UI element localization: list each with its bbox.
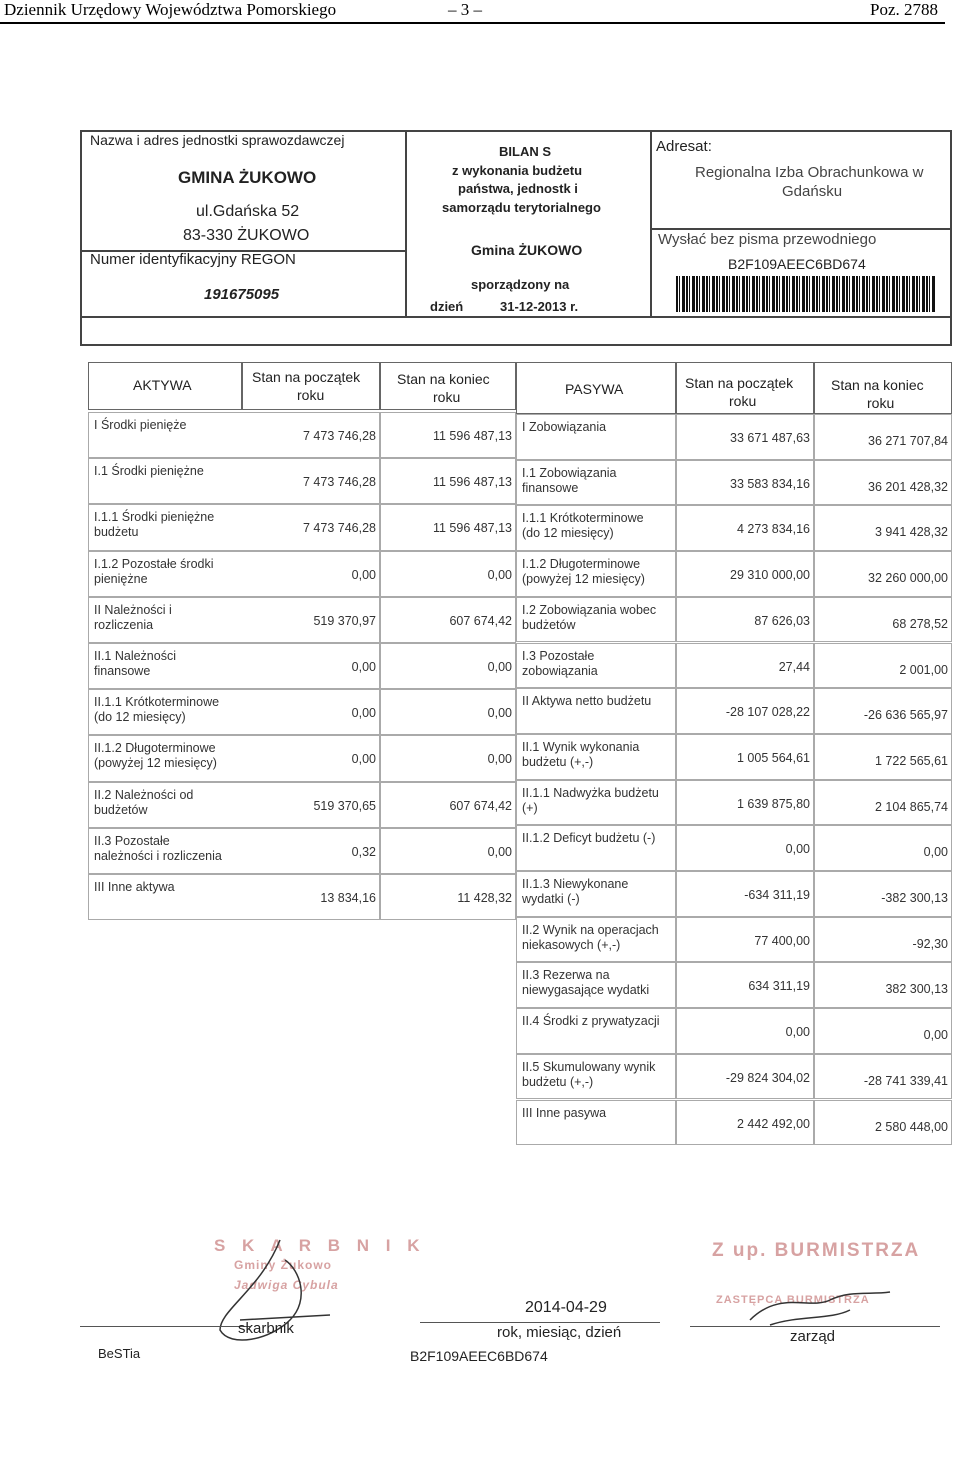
pasywa-start-value: 33 671 487,63 bbox=[730, 431, 810, 445]
aktywa-end-value: 0,00 bbox=[487, 844, 512, 859]
pasywa-label: III Inne pasywa bbox=[522, 1105, 607, 1120]
aktywa-label-cont: finansowe bbox=[94, 664, 151, 678]
divider bbox=[405, 130, 407, 316]
addressee-line2: Gdańsku bbox=[782, 183, 843, 200]
col-header-end bbox=[380, 362, 516, 410]
signing-date: 2014-04-29 bbox=[525, 1299, 607, 1316]
aktywa-label: I Środki pienięże bbox=[94, 418, 187, 432]
addressee-line1: Regionalna Izba Obrachunkowa w bbox=[695, 164, 924, 181]
pasywa-start-value: 33 583 834,16 bbox=[730, 476, 810, 491]
pasywa-label-cont: (powyżej 12 miesięcy) bbox=[522, 572, 645, 587]
pasywa-label: II.2 Wynik na operacjach bbox=[522, 922, 659, 937]
aktywa-label: II.2 Należności od bbox=[94, 787, 194, 802]
pasywa-end-value: 32 260 000,00 bbox=[868, 571, 948, 586]
document-code: B2F109AEEC6BD674 bbox=[728, 256, 866, 272]
pasywa-label: I Zobowiązania bbox=[522, 420, 607, 434]
addressee-label: Adresat: bbox=[656, 138, 712, 155]
pasywa-start-value: 1 005 564,61 bbox=[737, 750, 810, 765]
pasywa-label: I.2 Zobowiązania wobec bbox=[522, 602, 657, 617]
pasywa-label-cont: niekasowych (+,-) bbox=[522, 937, 621, 952]
pasywa-start-value: 0,00 bbox=[785, 842, 810, 857]
aktywa-start-value: 7 473 746,28 bbox=[303, 521, 376, 536]
aktywa-start-value: 0,00 bbox=[351, 567, 376, 582]
signature-line bbox=[80, 1326, 250, 1327]
pasywa-end-value: -26 636 565,97 bbox=[863, 708, 948, 723]
stamp-burmistrz: Z up. BURMISTRZA bbox=[712, 1240, 921, 1261]
aktywa-end-value: 11 596 487,13 bbox=[432, 475, 512, 490]
aktywa-end-value: 607 674,42 bbox=[449, 613, 512, 628]
pasywa-end-value: 2 580 448,00 bbox=[875, 1119, 948, 1134]
pasywa-end-value: 36 201 428,32 bbox=[868, 479, 948, 494]
pasywa-start-value: -28 107 028,22 bbox=[725, 705, 810, 720]
pasywa-label-cont: budżetu (+,-) bbox=[522, 754, 594, 769]
pstart-label: Stan na początek bbox=[685, 375, 794, 391]
pasywa-start-value: 634 311,19 bbox=[748, 979, 810, 994]
pasywa-end-value: -28 741 339,41 bbox=[863, 1073, 948, 1088]
aktywa-label-cont: pieniężne bbox=[94, 571, 148, 586]
footer-code: B2F109AEEC6BD674 bbox=[410, 1348, 548, 1364]
report-subtitle: z wykonania budżetu bbox=[452, 163, 583, 178]
pasywa-start-value: 29 310 000,00 bbox=[730, 568, 810, 583]
aktywa-label: II.1 Należności bbox=[94, 649, 176, 663]
pstart-label2: roku bbox=[729, 393, 757, 409]
stamp-zastepca: ZASTĘPCA BURMISTRZA bbox=[716, 1294, 870, 1306]
aktywa-end-value: 0,00 bbox=[487, 660, 512, 674]
aktywa-label: III Inne aktywa bbox=[94, 880, 175, 894]
aktywa-label: II.1.2 Długoterminowe bbox=[94, 741, 216, 756]
aktywa-label: II.3 Pozostałe bbox=[94, 833, 170, 848]
report-subtitle: państwa, jednostk i bbox=[458, 181, 578, 196]
prepared-on-label: sporządzony na bbox=[471, 277, 570, 292]
aktywa-end-value: 0,00 bbox=[487, 567, 512, 582]
date-line bbox=[420, 1322, 660, 1323]
aktywa-start-value: 0,32 bbox=[351, 844, 376, 859]
aktywa-start-value: 7 473 746,28 bbox=[303, 429, 376, 443]
aktywa-start-value: 13 834,16 bbox=[320, 891, 376, 905]
aktywa-label-cont: należności i rozliczenia bbox=[94, 848, 222, 863]
pasywa-label-cont: budżetów bbox=[522, 617, 576, 632]
pasywa-start-value: 27,44 bbox=[778, 659, 810, 674]
stamp-skarbnik-line3: Jadwiga Cybula bbox=[234, 1278, 339, 1292]
end-label: Stan na koniec bbox=[397, 371, 490, 387]
pasywa-end-value: 36 271 707,84 bbox=[868, 434, 948, 448]
unit-street: ul.Gdańska 52 bbox=[196, 203, 300, 220]
aktywa-start-value: 519 370,65 bbox=[313, 798, 376, 813]
pasywa-label-cont: wydatki (-) bbox=[522, 892, 580, 906]
pasywa-label: I.1 Zobowiązania bbox=[522, 465, 617, 480]
pend-label: Stan na koniec bbox=[831, 377, 924, 393]
regon-label: Numer identyfikacyjny REGON bbox=[90, 251, 296, 268]
pasywa-end-value: 0,00 bbox=[923, 1028, 948, 1043]
unit-label: Nazwa i adres jednostki sprawozdawczej bbox=[90, 132, 345, 148]
pasywa-title: PASYWA bbox=[565, 381, 624, 397]
divider bbox=[650, 130, 652, 316]
pasywa-end-value: 2 001,00 bbox=[899, 662, 948, 677]
pend-label2: roku bbox=[867, 395, 895, 411]
page-number: – 3 – bbox=[448, 0, 482, 19]
regon-value: 191675095 bbox=[204, 286, 280, 303]
aktywa-label-cont: budżetu bbox=[94, 525, 139, 540]
col-header-pasywa bbox=[516, 362, 676, 414]
date-format-label: rok, miesiąc, dzień bbox=[497, 1324, 622, 1341]
start-label: Stan na początek bbox=[252, 369, 361, 385]
stamp-skarbnik-line2: Gminy Żukowo bbox=[234, 1258, 333, 1272]
pasywa-end-value: 1 722 565,61 bbox=[875, 753, 948, 768]
pasywa-label: II Aktywa netto budżetu bbox=[522, 694, 652, 709]
aktywa-label-cont: (powyżej 12 miesięcy) bbox=[94, 756, 217, 771]
signature-line bbox=[690, 1326, 940, 1327]
pasywa-start-value: 4 273 834,16 bbox=[737, 522, 810, 537]
aktywa-label: I.1.2 Pozostałe środki bbox=[94, 556, 214, 571]
aktywa-start-value: 0,00 bbox=[351, 660, 376, 674]
col-header-pend bbox=[814, 362, 952, 414]
pasywa-label: I.1.2 Długoterminowe bbox=[522, 557, 641, 572]
report-subtitle: samorządu terytorialnego bbox=[442, 200, 601, 215]
aktywa-end-value: 0,00 bbox=[487, 752, 512, 767]
aktywa-end-value: 11 596 487,13 bbox=[432, 521, 512, 536]
aktywa-label-cont: (do 12 miesięcy) bbox=[94, 710, 186, 725]
pasywa-label-cont: niewygasające wydatki bbox=[522, 983, 650, 998]
col-header-pstart bbox=[676, 362, 814, 414]
col-header-start bbox=[242, 362, 380, 410]
pasywa-label: II.1.1 Nadwyżka budżetu bbox=[522, 785, 659, 800]
position-number: Poz. 2788 bbox=[870, 0, 938, 19]
divider bbox=[650, 228, 952, 230]
pasywa-label-cont: (do 12 miesięcy) bbox=[522, 526, 614, 541]
zarzad-label: zarząd bbox=[790, 1328, 836, 1345]
aktywa-start-value: 0,00 bbox=[351, 752, 376, 767]
pasywa-label: II.3 Rezerwa na bbox=[522, 968, 610, 983]
pasywa-end-value: 0,00 bbox=[923, 845, 948, 860]
pasywa-label: II.1 Wynik wykonania bbox=[522, 739, 640, 754]
aktywa-start-value: 519 370,97 bbox=[313, 613, 376, 628]
pasywa-start-value: 0,00 bbox=[785, 1025, 810, 1040]
aktywa-end-value: 0,00 bbox=[487, 706, 512, 721]
aktywa-label: I.1.1 Środki pieniężne bbox=[94, 510, 215, 525]
aktywa-end-value: 11 596 487,13 bbox=[432, 429, 512, 443]
aktywa-label-cont: rozliczenia bbox=[94, 617, 154, 632]
report-date: 31-12-2013 r. bbox=[500, 299, 579, 314]
aktywa-start-value: 7 473 746,28 bbox=[303, 475, 376, 490]
pasywa-label: I.1.1 Krótkoterminowe bbox=[522, 511, 644, 526]
header-rule bbox=[0, 22, 945, 24]
pasywa-start-value: 2 442 492,00 bbox=[737, 1116, 810, 1131]
pasywa-label-cont: zobowiązania bbox=[522, 663, 598, 678]
unit-city: 83-330 ŻUKOWO bbox=[183, 227, 310, 244]
pasywa-end-value: 382 300,13 bbox=[885, 982, 948, 997]
pasywa-end-value: -92,30 bbox=[912, 936, 948, 951]
pasywa-label-cont: finansowe bbox=[522, 480, 579, 495]
software-name: BeSTia bbox=[98, 1346, 141, 1361]
pasywa-end-value: -382 300,13 bbox=[881, 891, 948, 905]
pasywa-end-value: 2 104 865,74 bbox=[875, 799, 948, 814]
pasywa-start-value: -29 824 304,02 bbox=[725, 1070, 810, 1085]
aktywa-label: II.1.1 Krótkoterminowe bbox=[94, 695, 220, 710]
pasywa-start-value: 87 626,03 bbox=[754, 613, 810, 628]
pasywa-label: I.3 Pozostałe bbox=[522, 648, 595, 663]
col-header-aktywa bbox=[88, 362, 242, 410]
pasywa-end-value: 3 941 428,32 bbox=[875, 525, 948, 540]
aktywa-end-value: 607 674,42 bbox=[449, 798, 512, 813]
send-instruction: Wysłać bez pisma przewodniego bbox=[658, 231, 877, 248]
pasywa-label-cont: (+) bbox=[522, 800, 538, 815]
gmina-name: Gmina ŻUKOWO bbox=[471, 242, 583, 258]
skarbnik-label: skarbnik bbox=[238, 1320, 294, 1337]
pasywa-label: II.5 Skumulowany wynik bbox=[522, 1059, 656, 1074]
pasywa-end-value: 68 278,52 bbox=[892, 616, 948, 631]
day-label: dzień bbox=[430, 299, 464, 314]
aktywa-label: II Należności i bbox=[94, 602, 172, 617]
aktywa-start-value: 0,00 bbox=[351, 706, 376, 721]
aktywa-label: I.1 Środki pieniężne bbox=[94, 464, 204, 479]
pasywa-start-value: 77 400,00 bbox=[754, 933, 810, 948]
unit-name: GMINA ŻUKOWO bbox=[178, 168, 317, 187]
pasywa-label: II.1.2 Deficyt budżetu (-) bbox=[522, 831, 656, 846]
report-title: BILAN S bbox=[499, 144, 551, 159]
pasywa-start-value: -634 311,19 bbox=[744, 888, 810, 902]
pasywa-start-value: 1 639 875,80 bbox=[737, 796, 810, 811]
pasywa-label: II.1.3 Niewykonane bbox=[522, 877, 629, 891]
end-label2: roku bbox=[433, 389, 461, 405]
pasywa-label: II.4 Środki z prywatyzacji bbox=[522, 1014, 660, 1029]
aktywa-title: AKTYWA bbox=[133, 377, 192, 393]
aktywa-end-value: 11 428,32 bbox=[457, 891, 512, 905]
start-label2: roku bbox=[297, 387, 325, 403]
barcode-icon bbox=[676, 276, 936, 312]
journal-title: Dziennik Urzędowy Województwa Pomorskiego bbox=[4, 0, 337, 19]
divider bbox=[80, 316, 952, 318]
stamp-skarbnik: S K A R B N I K bbox=[214, 1236, 426, 1255]
pasywa-label-cont: budżetu (+,-) bbox=[522, 1074, 594, 1089]
aktywa-label-cont: budżetów bbox=[94, 802, 148, 817]
